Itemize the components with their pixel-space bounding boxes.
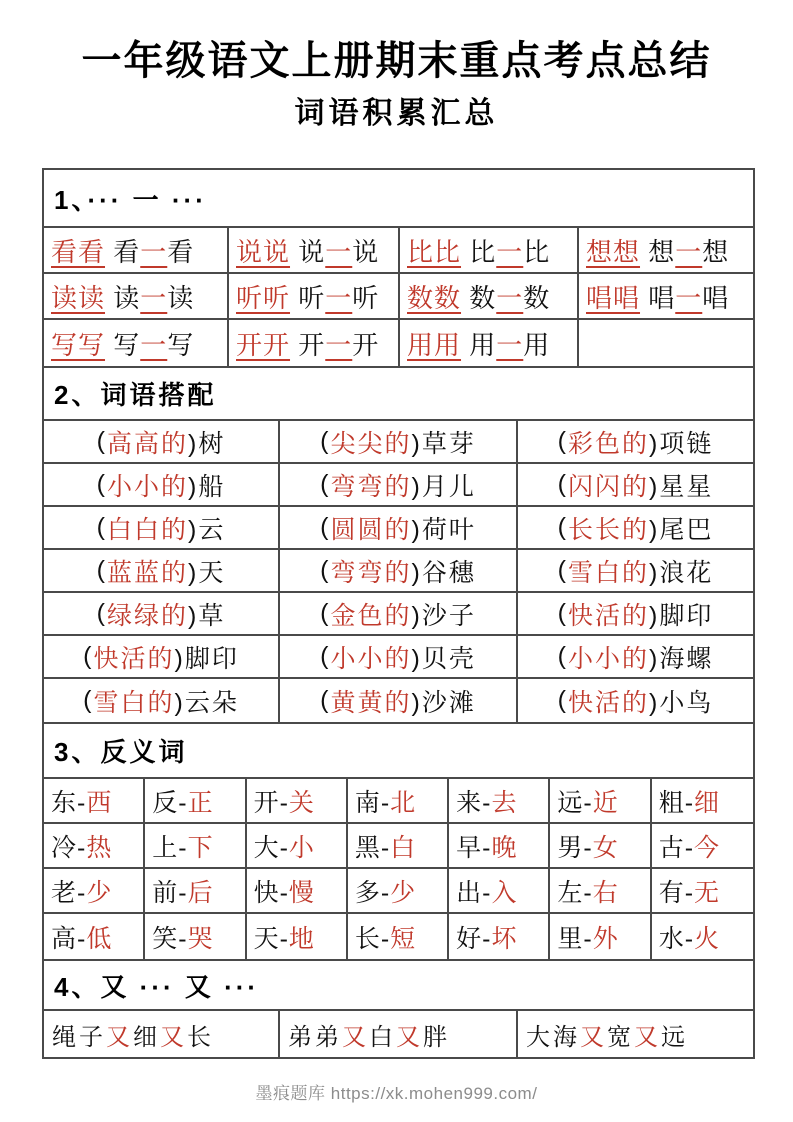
word-cell [550,914,651,959]
highlighted-text: 少 [86,878,113,907]
section-1 [44,170,753,368]
highlighted-text: 弯弯的 [330,558,412,587]
plain-text: 黑- [354,833,391,862]
word-cell [44,320,229,366]
plain-text: 远 [661,1023,688,1051]
word-cell [44,679,280,722]
plain-text: 上- [152,833,188,862]
highlighted-text: 开开 [236,329,291,360]
highlighted-text: 一 [496,329,524,360]
plain-text: 读 [105,282,141,313]
highlighted-text: 蓝蓝的 [106,558,188,587]
word-cell [145,779,246,824]
highlighted-text: 快活的 [93,644,175,673]
plain-text: 早- [456,833,492,862]
word-cell [449,914,550,959]
plain-text: 唱 [640,282,676,313]
plain-text: )脚印 [649,601,714,630]
plain-text: ( [557,427,568,455]
page-subtitle: 词语积累汇总 [294,97,499,130]
highlighted-text: 比比 [407,236,462,267]
plain-text: 老- [51,878,87,907]
plain-text: 唱 [702,282,730,313]
plain-text: ( [320,427,331,455]
plain-text: 有- [658,878,695,907]
plain-text: )草芽 [411,429,476,458]
plain-text: )脚印 [174,644,239,673]
word-cell [280,679,518,722]
word-cell [280,550,518,593]
highlighted-text: 唱唱 [586,282,641,313]
plain-text: )谷穗 [411,558,476,587]
word-cell [579,228,753,274]
plain-text: )星星 [649,472,714,501]
word-cell [348,914,449,959]
highlighted-text: 小小的 [106,472,188,501]
plain-text: 弟弟 [288,1023,342,1051]
word-cell [229,274,400,320]
highlighted-text: 读读 [51,282,106,313]
word-cell [247,779,348,824]
word-cell [400,228,579,274]
highlighted-text: 右 [592,878,619,907]
highlighted-text: 晚 [491,833,518,862]
plain-text: ( [557,686,568,714]
plain-text: 读 [167,282,195,313]
plain-text: ( [557,556,568,584]
plain-text: 远- [557,788,593,817]
highlighted-text: 细 [694,788,721,817]
plain-text: ( [320,686,331,714]
plain-text: )天 [188,558,226,587]
highlighted-text: 无 [694,878,721,907]
highlighted-text: 小 [288,833,315,862]
word-cell [44,824,145,869]
word-cell [518,1011,753,1057]
highlighted-text: 长长的 [567,515,649,544]
word-cell [280,464,518,507]
word-cell [348,779,449,824]
word-cell [400,274,579,320]
highlighted-text: 下 [187,833,214,862]
highlighted-text: 哭 [187,924,214,953]
plain-text: 东- [51,788,87,817]
plain-text: 冷- [51,833,87,862]
highlighted-text: 一 [325,329,353,360]
word-cell [247,824,348,869]
plain-text: )海螺 [649,644,714,673]
word-cell [652,869,753,914]
highlighted-text: 用用 [407,329,462,360]
highlighted-text: 坏 [491,924,518,953]
word-cell [44,636,280,679]
word-cell [280,1011,518,1057]
plain-text: ( [96,556,107,584]
section-4 [44,961,753,1057]
word-cell [652,779,753,824]
highlighted-text: 一 [140,329,168,360]
highlighted-text: 女 [592,833,619,862]
plain-text: 看 [105,236,141,267]
plain-text: 写 [105,329,141,360]
section-1-header: 1、··· 一 ··· [44,170,753,228]
plain-text: 绳子 [52,1023,106,1051]
highlighted-text: 说说 [236,236,291,267]
plain-text: )项链 [649,429,714,458]
highlighted-text: 雪白的 [93,688,175,717]
plain-text: )船 [188,472,226,501]
plain-text: )草 [188,601,226,630]
plain-text: 高- [51,924,87,953]
highlighted-text: 又 [580,1023,607,1051]
plain-text: ( [557,642,568,670]
highlighted-text: 北 [390,788,417,817]
highlighted-text: 圆圆的 [330,515,412,544]
word-cell [229,320,400,366]
highlighted-text: 小小的 [567,644,649,673]
highlighted-text: 金色的 [330,601,412,630]
plain-text: )云 [188,515,226,544]
highlighted-text: 一 [140,282,168,313]
plain-text: 宽 [607,1023,634,1051]
highlighted-text: 又 [634,1023,661,1051]
plain-text: ( [557,599,568,627]
word-cell [280,636,518,679]
highlighted-text: 热 [86,833,113,862]
word-cell [145,914,246,959]
highlighted-text: 外 [592,924,619,953]
highlighted-text: 一 [325,236,353,267]
plain-text: ( [320,642,331,670]
plain-text: )沙滩 [411,688,476,717]
plain-text: 好- [456,924,492,953]
word-cell [44,869,145,914]
word-cell [229,228,400,274]
plain-text: 天- [253,924,289,953]
highlighted-text: 快活的 [567,601,649,630]
word-cell [518,679,753,722]
word-cell [652,914,753,959]
highlighted-text: 一 [325,282,353,313]
word-cell [145,824,246,869]
highlighted-text: 后 [187,878,214,907]
plain-text: 开 [352,329,380,360]
word-cell [449,869,550,914]
word-cell [44,550,280,593]
word-cell [280,593,518,636]
word-cell [44,274,229,320]
word-cell [449,824,550,869]
word-cell [44,421,280,464]
word-cell [449,779,550,824]
highlighted-text: 少 [390,878,417,907]
plain-text: 里- [557,924,593,953]
highlighted-text: 入 [491,878,518,907]
plain-text: 来- [456,788,492,817]
word-cell [518,464,753,507]
plain-text: ( [320,470,331,498]
plain-text: 听 [352,282,380,313]
word-cell [280,421,518,464]
highlighted-text: 去 [491,788,518,817]
word-cell [145,869,246,914]
plain-text: )云朵 [174,688,239,717]
word-cell [579,320,753,366]
highlighted-text: 彩色的 [567,429,649,458]
plain-text: 左- [557,878,593,907]
highlighted-text: 白白的 [106,515,188,544]
plain-text: 胖 [423,1023,450,1051]
plain-text: )尾巴 [649,515,714,544]
highlighted-text: 关 [288,788,315,817]
highlighted-text: 看看 [51,236,106,267]
plain-text: )浪花 [649,558,714,587]
highlighted-text: 想想 [586,236,641,267]
word-cell [247,869,348,914]
word-cell [550,779,651,824]
plain-text: ( [320,556,331,584]
section-3-header: 3、反义词 [44,724,753,779]
word-cell [44,914,145,959]
highlighted-text: 地 [288,924,315,953]
highlighted-text: 绿绿的 [106,601,188,630]
highlighted-text: 正 [187,788,214,817]
highlighted-text: 雪白的 [567,558,649,587]
plain-text: ( [96,513,107,541]
section-2 [44,368,753,724]
plain-text: 比 [461,236,497,267]
plain-text: 快- [253,878,289,907]
highlighted-text: 一 [140,236,168,267]
plain-text: 听 [290,282,326,313]
page-title: 一年级语文上册期末重点考点总结 [81,39,712,83]
plain-text: )贝壳 [411,644,476,673]
plain-text: 多- [354,878,391,907]
plain-text: 出- [456,878,492,907]
word-cell [518,421,753,464]
highlighted-text: 写写 [51,329,106,360]
word-cell [44,228,229,274]
plain-text: ( [557,513,568,541]
highlighted-text: 数数 [407,282,462,313]
word-cell [44,1011,280,1057]
plain-text: 古- [658,833,695,862]
word-cell [348,824,449,869]
plain-text: 数 [523,282,551,313]
word-cell [518,550,753,593]
highlighted-text: 短 [390,924,417,953]
word-cell [518,507,753,550]
plain-text: ( [96,599,107,627]
highlighted-text: 白 [390,833,417,862]
highlighted-text: 弯弯的 [330,472,412,501]
highlighted-text: 今 [694,833,721,862]
highlighted-text: 一 [496,236,524,267]
plain-text: 反- [152,788,188,817]
plain-text: 开- [253,788,289,817]
highlighted-text: 近 [592,788,619,817]
plain-text: ( [96,470,107,498]
section-4-grid [44,1011,753,1057]
highlighted-text: 一 [675,282,703,313]
highlighted-text: 一 [675,236,703,267]
plain-text: 粗- [658,788,695,817]
word-cell [348,869,449,914]
word-cell [44,779,145,824]
plain-text: )树 [188,429,226,458]
highlighted-text: 火 [694,924,721,953]
word-summary-table [42,168,755,1059]
plain-text: 看 [167,236,195,267]
highlighted-text: 尖尖的 [330,429,412,458]
highlighted-text: 快活的 [567,688,649,717]
word-cell [518,593,753,636]
plain-text: 南- [354,788,391,817]
plain-text: 笑- [152,924,188,953]
plain-text: 想 [640,236,676,267]
plain-text: 长- [354,924,391,953]
plain-text: 数 [461,282,497,313]
highlighted-text: 又 [106,1023,133,1051]
highlighted-text: 小小的 [330,644,412,673]
plain-text: 大- [253,833,289,862]
plain-text: 长 [187,1023,214,1051]
plain-text: 比 [523,236,551,267]
plain-text: 男- [557,833,593,862]
word-cell [44,593,280,636]
word-cell [550,824,651,869]
word-cell [44,507,280,550]
section-3 [44,724,753,961]
plain-text: 水- [658,924,695,953]
word-cell [652,824,753,869]
highlighted-text: 高高的 [106,429,188,458]
plain-text: 开 [290,329,326,360]
plain-text: ( [320,513,331,541]
word-cell [518,636,753,679]
word-cell [44,464,280,507]
highlighted-text: 又 [396,1023,423,1051]
plain-text: 说 [290,236,326,267]
plain-text: 用 [523,329,551,360]
plain-text: 想 [702,236,730,267]
plain-text: ( [557,470,568,498]
plain-text: )小鸟 [649,688,714,717]
word-cell [579,274,753,320]
word-cell [400,320,579,366]
plain-text: )月儿 [411,472,476,501]
plain-text: 说 [352,236,380,267]
plain-text: ( [83,642,94,670]
highlighted-text: 西 [86,788,113,817]
section-2-grid [44,421,753,722]
footer-credit: 墨痕题库 https://xk.mohen999.com/ [255,1084,538,1103]
plain-text: ( [83,686,94,714]
plain-text: )荷叶 [411,515,476,544]
plain-text: ( [320,599,331,627]
highlighted-text: 闪闪的 [567,472,649,501]
plain-text: ( [96,427,107,455]
plain-text: 用 [461,329,497,360]
highlighted-text: 黄黄的 [330,688,412,717]
highlighted-text: 低 [86,924,113,953]
word-cell [280,507,518,550]
highlighted-text: 一 [496,282,524,313]
highlighted-text: 又 [160,1023,187,1051]
plain-text: 细 [133,1023,160,1051]
plain-text: 写 [167,329,195,360]
highlighted-text: 听听 [236,282,291,313]
plain-text: 前- [152,878,188,907]
word-cell [550,869,651,914]
highlighted-text: 慢 [288,878,315,907]
word-cell [247,914,348,959]
section-1-grid [44,228,753,366]
plain-text: 白 [369,1023,396,1051]
section-2-header: 2、词语搭配 [44,368,753,421]
plain-text: )沙子 [411,601,476,630]
plain-text: 大海 [526,1023,580,1051]
section-4-header: 4、又 ··· 又 ··· [44,961,753,1011]
highlighted-text: 又 [342,1023,369,1051]
section-3-grid [44,779,753,959]
